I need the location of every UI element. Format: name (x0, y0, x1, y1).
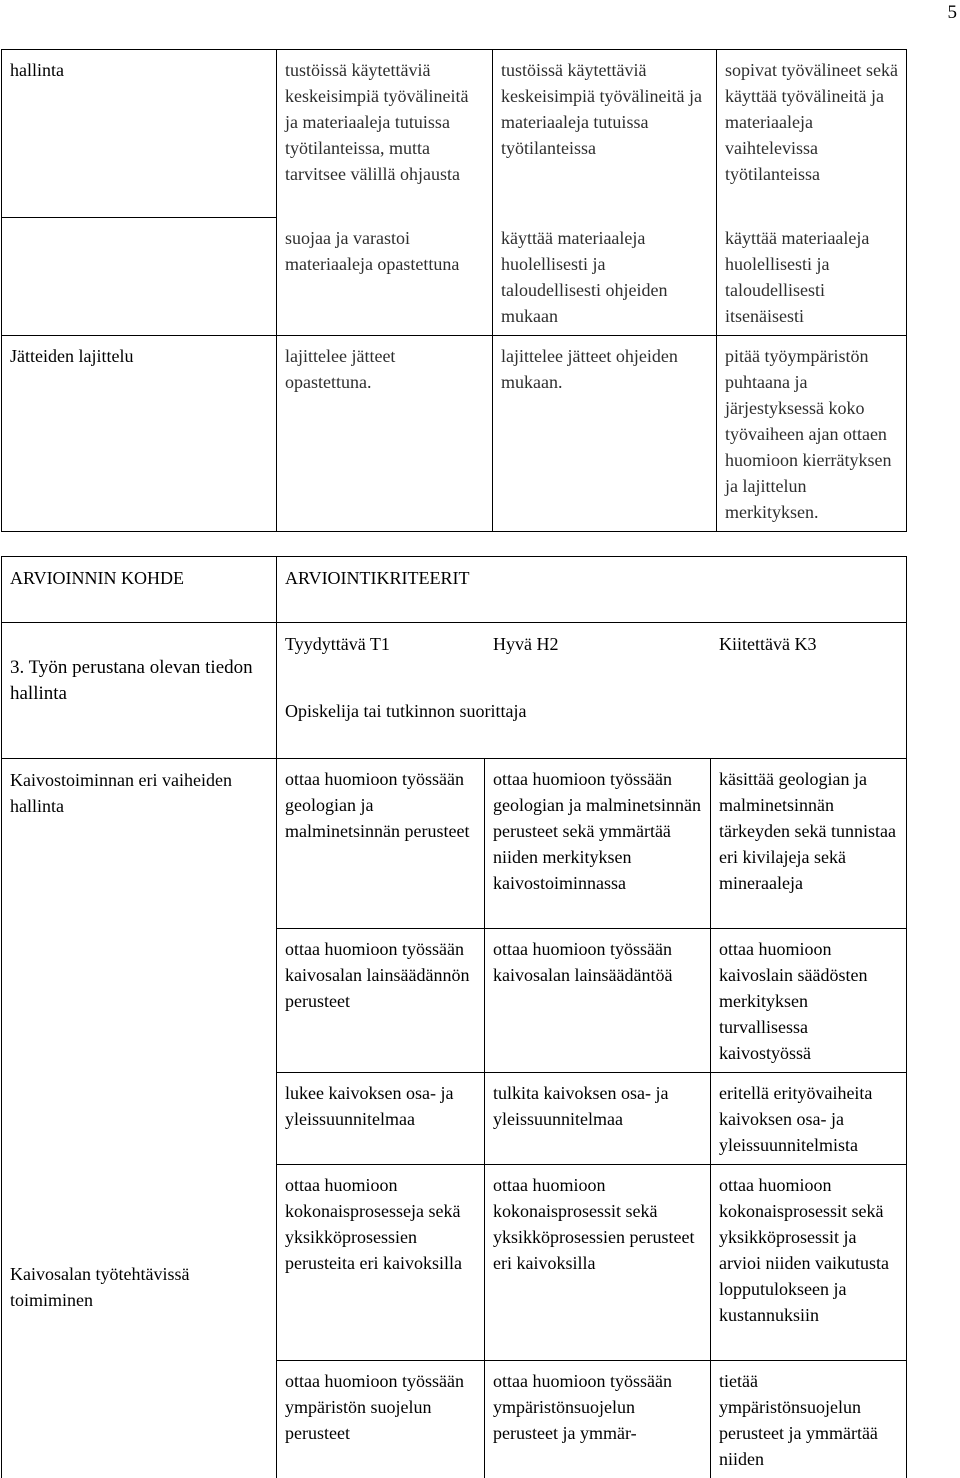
table-row (2, 335, 907, 531)
criteria-h2-cell: ottaa huomioon kokonaisprosessit sekä yksikköprosessien perusteet eri kaivoksilla (485, 1165, 711, 1361)
criteria-table-top (1, 49, 907, 532)
criteria-heading: ARVIOINTIKRITEERIT (277, 557, 907, 623)
assessment-target-cell: hallinta (2, 50, 277, 218)
criteria-t1-cell: ottaa huomioon kokonaisprosesseja sekä yksikköprosessien perusteita eri kaivoksilla (277, 1165, 485, 1361)
level-h2-label: Hyvä H2 (493, 631, 559, 657)
level-k3-label: Kiitettävä K3 (719, 631, 816, 657)
criteria-k3-cell: sopivat työvälineet sekä käyttää työvälineitä ja materiaaleja vaihtelevissa työtilanteissa (717, 50, 907, 218)
criteria-h2-cell: tulkita kaivoksen osa- ja yleissuunnitelmaa (485, 1073, 711, 1165)
criteria-h2-cell: tustöissä käytettäviä keskeisimpiä työvälineitä ja materiaaleja tutuissa työtilanteissa (493, 50, 717, 218)
header-row (2, 623, 907, 759)
criteria-h2-cell: lajittelee jätteet ohjeiden mukaan. (493, 335, 717, 531)
criteria-k3-cell: eritellä erityövaiheita kaivoksen osa- ja yleissuunnitelmista (711, 1073, 907, 1165)
criteria-t1-cell: tustöissä käytettäviä keskeisimpiä työvälineitä ja materiaaleja tutuissa työtilanteissa, mutta tarvitsee välillä ohjausta (277, 50, 493, 218)
group-label-phases: Kaivostoiminnan eri vaiheiden hallinta (10, 767, 260, 819)
assessment-target-cell (2, 218, 277, 336)
table-row (2, 50, 907, 218)
section-title: 3. Työn perustana olevan tiedon hallinta (2, 623, 277, 759)
criteria-t1-cell: lajittelee jätteet opastettuna. (277, 335, 493, 531)
criteria-k3-cell: ottaa huomioon kaivoslain säädösten merkityksen turvallisessa kaivostyössä (711, 929, 907, 1073)
criteria-t1-cell: ottaa huomioon työssään ympäristön suojelun perusteet (277, 1361, 485, 1478)
level-t1-label: Tyydyttävä T1 (285, 631, 390, 657)
criteria-h2-cell: käyttää materiaaleja huolellisesti ja taloudellisesti ohjeiden mukaan (493, 218, 717, 336)
criteria-t1-cell: ottaa huomioon työssään kaivosalan lainsäädännön perusteet (277, 929, 485, 1073)
table-row (2, 218, 907, 336)
criteria-t1-cell: suojaa ja varastoi materiaaleja opastettuna (277, 218, 493, 336)
table-row (2, 759, 907, 929)
assessment-target-cell: Jätteiden lajittelu (2, 335, 277, 531)
criteria-t1-cell: lukee kaivoksen osa- ja yleissuunnitelmaa (277, 1073, 485, 1165)
criteria-table-body (1, 758, 907, 1478)
levels-cell (277, 623, 907, 759)
criteria-h2-cell: ottaa huomioon työssään kaivosalan lainsäädäntöä (485, 929, 711, 1073)
criteria-h2-cell: ottaa huomioon työssään ympäristönsuojelun perusteet ja ymmär- (485, 1361, 711, 1478)
criteria-header-table (1, 556, 907, 759)
criteria-t1-cell: ottaa huomioon työssään geologian ja malminetsinnän perusteet (277, 759, 485, 929)
page-number: 5 (948, 2, 958, 24)
criteria-k3-cell: tietää ympäristönsuojelun perusteet ja ymmärtää niiden (711, 1361, 907, 1478)
group-label-mining-tasks: Kaivosalan työtehtävissä toimiminen (10, 1261, 260, 1313)
criteria-k3-cell: käsittää geologian ja malminetsinnän tärkeyden sekä tunnistaa eri kivilajeja sekä mineraaleja (711, 759, 907, 929)
criteria-k3-cell: pitää työympäristön puhtaana ja järjestyksessä koko työvaiheen ajan ottaen huomioon kierrätyksen ja lajittelun merkityksen. (717, 335, 907, 531)
assessment-target-cell (2, 759, 277, 1478)
assessment-target-heading: ARVIOINNIN KOHDE (2, 557, 277, 623)
criteria-k3-cell: ottaa huomioon kokonaisprosessit sekä yksikköprosessit ja arvioi niiden vaikutusta lopputulokseen ja kustannuksiin (711, 1165, 907, 1361)
criteria-h2-cell: ottaa huomioon työssään geologian ja malminetsinnän perusteet sekä ymmärtää niiden merkityksen kaivostoiminnassa (485, 759, 711, 929)
criteria-k3-cell: käyttää materiaaleja huolellisesti ja taloudellisesti itsenäisesti (717, 218, 907, 336)
header-row (2, 557, 907, 623)
subject-label: Opiskelija tai tutkinnon suorittaja (285, 698, 526, 724)
